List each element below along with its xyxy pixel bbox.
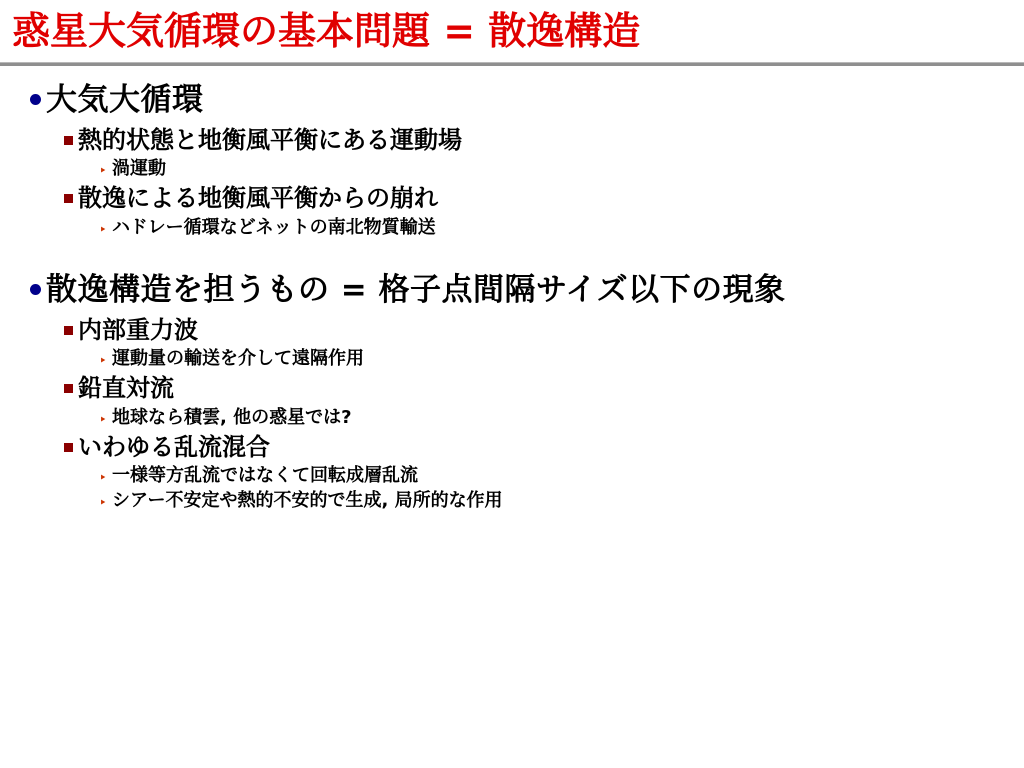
arrow-bullet-icon: ‣ [99, 496, 107, 512]
list-item-label: 渦運動 [112, 157, 166, 179]
list-item [94, 405, 1004, 430]
list-item [94, 463, 1004, 488]
slide-body [0, 66, 1024, 514]
list-item [94, 215, 1004, 240]
square-bullet-icon [58, 136, 78, 145]
arrow-bullet-icon: ‣ [99, 471, 107, 487]
section-heading [24, 270, 1004, 312]
list-item-label: 熱的状態と地衡風平衡にある運動場 [78, 125, 462, 154]
arrow-bullet-icon: ‣ [99, 163, 107, 179]
arrow-bullet-icon: ‣ [99, 353, 107, 369]
list-item-label: ハドレー循環などネットの南北物質輸送 [112, 216, 436, 238]
list-item [94, 346, 1004, 371]
list-item [58, 431, 1004, 463]
arrow-bullet-icon: ‣ [99, 222, 107, 238]
list-item-label: 鉛直対流 [78, 374, 174, 403]
list-item-label: 一様等方乱流ではなくて回転成層乱流 [112, 465, 418, 487]
list-item [58, 124, 1004, 156]
square-bullet-icon [58, 384, 78, 393]
list-item [94, 488, 1004, 513]
list-item-label: 運動量の輸送を介して遠隔作用 [112, 347, 364, 369]
list-item-label: いわゆる乱流混合 [78, 432, 270, 461]
arrow-bullet-icon: ‣ [99, 412, 107, 428]
disc-bullet-icon [24, 94, 46, 105]
list-item [94, 156, 1004, 181]
section-spacer [24, 240, 1004, 270]
section-heading-label: 散逸構造を担うもの = 格子点間隔サイズ以下の現象 [46, 271, 786, 308]
square-bullet-icon [58, 326, 78, 335]
square-bullet-icon [58, 194, 78, 203]
list-item [58, 182, 1004, 214]
list-item-label: 地球なら積雲, 他の惑星では? [112, 406, 352, 428]
disc-bullet-icon [24, 284, 46, 295]
list-item [58, 372, 1004, 404]
section-heading-label: 大気大循環 [46, 81, 204, 118]
slide-title: 惑星大気循環の基本問題 = 散逸構造 [12, 9, 641, 53]
list-item-label: 散逸による地衡風平衡からの崩れ [78, 184, 438, 213]
section-heading [24, 80, 1004, 122]
list-item-label: シアー不安定や熱的不安的で生成, 局所的な作用 [112, 490, 503, 512]
list-item [58, 314, 1004, 346]
square-bullet-icon [58, 443, 78, 452]
list-item-label: 内部重力波 [78, 315, 198, 344]
